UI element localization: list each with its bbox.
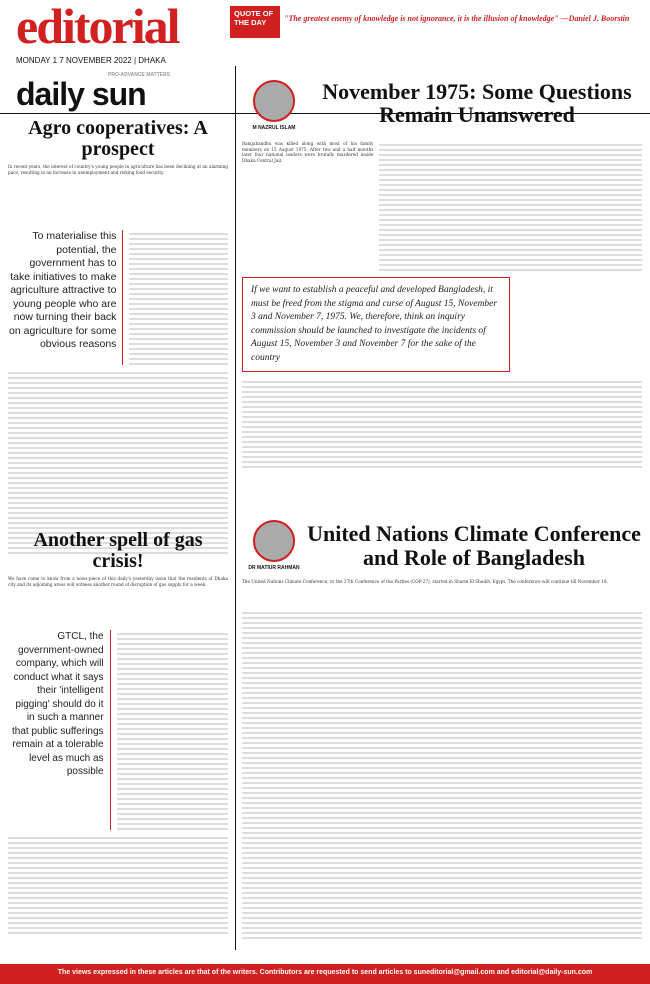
nov-title: November 1975: Some Questions Remain Unanswered bbox=[322, 79, 632, 128]
gas-pullquote: GTCL, the government-owned company, which will conduct what it says their 'intelligent pigging' should do it in such a manner that public sufferings remain at a tolerable level as much as possible bbox=[12, 631, 104, 777]
gas-more-text bbox=[8, 834, 228, 934]
nov-quote-box: If we want to establish a peaceful and developed Bangladesh, it must be freed from the stigma and curse of August 15, November 3 and November 7, 1975. We, therefore, think an inquiry commission should be launched to investigate the incidents of August 15, November 3 and November 7 for the sake of the country bbox=[242, 277, 510, 372]
author-name: M NAZRUL ISLAM bbox=[252, 125, 296, 131]
gas-article bbox=[8, 524, 228, 934]
footer-note: The views expressed in these articles are that of the writers. Contributors are requested to send articles to suneditorial@gmail.com and editorial@daily-sun.com bbox=[0, 964, 650, 984]
nov-lower-text bbox=[242, 378, 642, 468]
quote-label: QUOTE OF THE DAY bbox=[230, 6, 280, 38]
date-line: MONDAY 1 7 NOVEMBER 2022 | DHAKA bbox=[16, 56, 166, 65]
nov-body-text: Bangabandhu was killed along with most of his family members on 15 August 1975. After two and a half months later four national leaders were brutally murdered inside Dhaka Central Jail. bbox=[242, 141, 374, 163]
column-divider bbox=[235, 66, 236, 950]
gas-title: Another spell of gas crisis! bbox=[33, 529, 203, 572]
un-title: United Nations Climate Conference and Role of Bangladesh bbox=[307, 521, 641, 570]
un-article bbox=[242, 520, 642, 939]
nov-article bbox=[242, 80, 642, 468]
author-photo bbox=[253, 520, 295, 562]
gas-intro: We have come to know from a news-piece of this daily's yesterday issue that the residents of Dhaka city and its adjoining areas will witness another round of disruption of gas supply for a week. bbox=[8, 576, 228, 587]
agro-article bbox=[8, 118, 228, 554]
agro-title: Agro cooperatives: A prospect bbox=[28, 117, 208, 160]
paper-name: daily sun bbox=[16, 76, 146, 112]
agro-body-text bbox=[129, 230, 228, 365]
tagline: PRO-ADVANCE MATTERS bbox=[108, 72, 171, 78]
editorial-logo: editorial bbox=[16, 0, 179, 54]
author-name: DR MATIUR RAHMAN bbox=[248, 565, 300, 571]
gas-body-text bbox=[117, 630, 228, 830]
un-more-text bbox=[242, 609, 642, 939]
author-photo bbox=[253, 80, 295, 122]
nov-more-text bbox=[379, 141, 642, 271]
agro-intro: In recent years, the interest of country's young people in agriculture has been declining at an alarming pace, resulting in an increase in unemployment and risking food security. bbox=[8, 164, 228, 175]
quote-text: "The greatest enemy of knowledge is not ignorance, it is the illusion of knowledge" —Daniel J. Boorstin bbox=[284, 14, 630, 23]
un-body-text: The United Nations Climate Conference, or the 27th Conference of the Parties (COP-27), started in Sharm El Sheikh, Egypt. The conference will continue till November 18. bbox=[242, 579, 608, 584]
agro-pullquote: To materialise this potential, the government has to take initiatives to make agriculture attractive to young people who are now turning their back on agriculture for some obvious reasons bbox=[9, 230, 117, 350]
